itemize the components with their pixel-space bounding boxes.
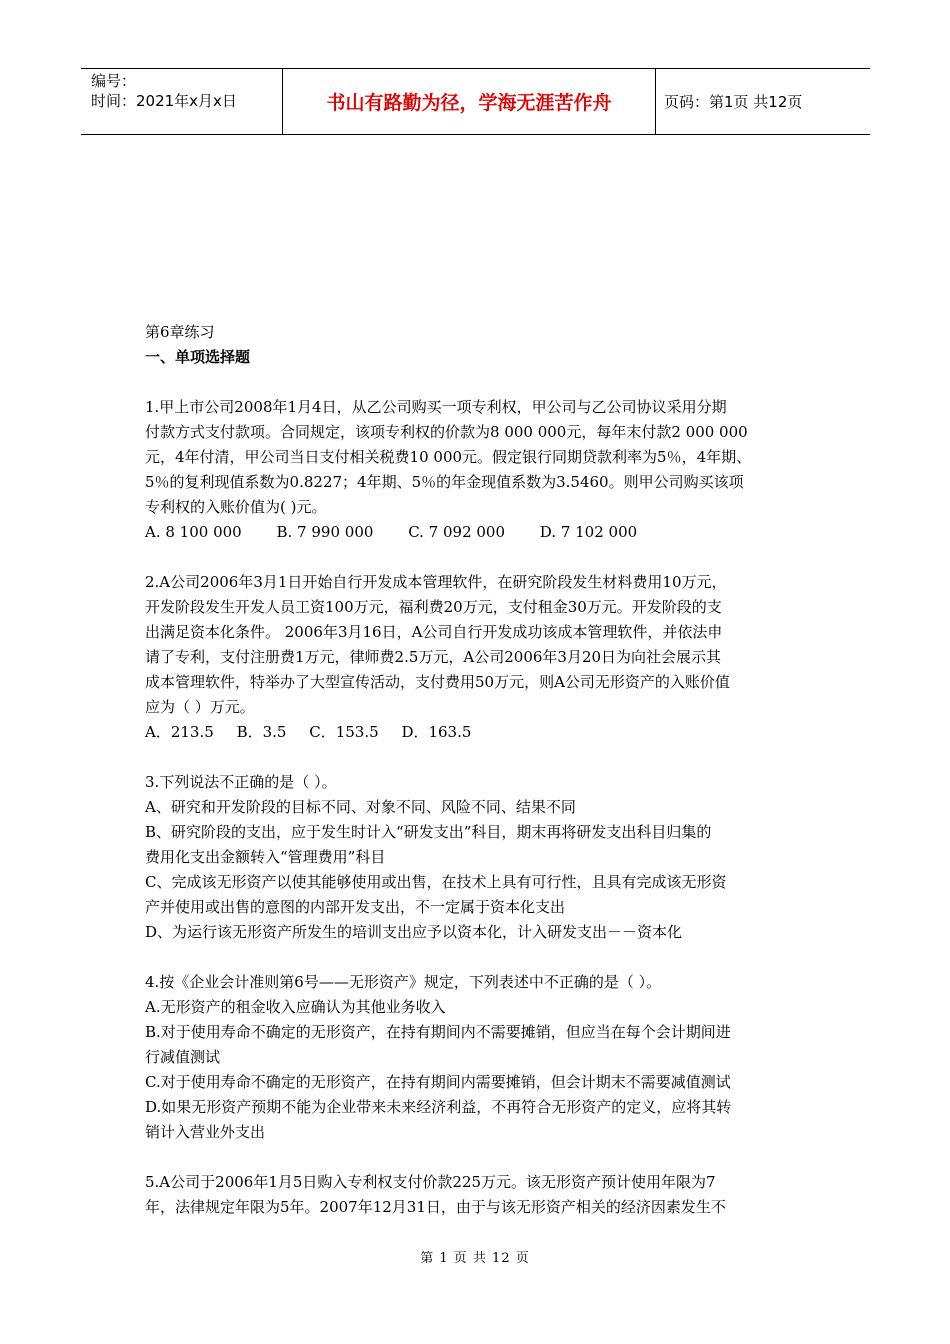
option-d: D．163.5 <box>401 723 472 741</box>
question-line: 出满足资本化条件。 2006年3月16日，A公司自行开发成功该成本管理软件，并依法申 <box>145 623 723 641</box>
document-body <box>145 320 815 1220</box>
question-line: 费用化支出金额转入“管理费用”科目 <box>145 848 386 866</box>
question-options <box>145 720 815 745</box>
question-line: 元，4年付清，甲公司当日支付相关税费10 000元。假定银行同期贷款利率为5％，4年期、 <box>145 448 752 466</box>
option-d: D. 7 102 000 <box>539 523 638 541</box>
option-b: B．3.5 <box>236 723 287 741</box>
question-line: C.对于使用寿命不确定的无形资产，在持有期间内需要摊销，但会计期末不需要减值测试 <box>145 1073 731 1091</box>
question-line: 请了专利，支付注册费1万元，律师费2.5万元，A公司2006年3月20日为向社会展示其 <box>145 648 722 666</box>
question-line: 5％的复利现值系数为0.8227；4年期、5％的年金现值系数为3.5460。则甲公司购买该项 <box>145 473 744 491</box>
date-text: 时间：2021年x月x日 <box>91 92 237 110</box>
question-line: D.如果无形资产预期不能为企业带来未来经济利益，不再符合无形资产的定义，应将其转 <box>145 1098 732 1116</box>
chapter-title: 第6章练习 <box>145 323 215 341</box>
page-footer: 第 1 页 共 12 页 <box>420 1251 530 1266</box>
question-line: 应为（ ）万元。 <box>145 698 255 716</box>
header-left-cell <box>81 69 282 134</box>
question-4 <box>145 970 815 1145</box>
question-line: 专利权的入账价值为( )元。 <box>145 498 327 516</box>
page-header <box>81 68 870 135</box>
question-line: 行减值测试 <box>145 1048 221 1066</box>
option-b: B. 7 990 000 <box>276 523 374 541</box>
question-line: A.无形资产的租金收入应确认为其他业务收入 <box>145 998 446 1016</box>
question-2 <box>145 570 815 745</box>
question-line: 成本管理软件，特举办了大型宣传活动，支付费用50万元，则A公司无形资产的入账价值 <box>145 673 730 691</box>
code-label: 编号： <box>91 72 137 90</box>
question-line: 年，法律规定年限为5年。2007年12月31日，由于与该无形资产相关的经济因素发生不 <box>145 1198 726 1216</box>
question-line: 开发阶段发生开发人员工资100万元，福利费20万元，支付租金30万元。开发阶段的支 <box>145 598 722 616</box>
question-line: 产并使用或出售的意图的内部开发支出，不一定属于资本化支出 <box>145 898 566 916</box>
header-motto: 书山有路勤为径，学海无涯苦作舟 <box>282 69 656 134</box>
option-a: A．213.5 <box>145 723 214 741</box>
option-c: C．153.5 <box>309 723 379 741</box>
question-line: 付款方式支付款项。合同规定，该项专利权的价款为8 000 000元，每年末付款2 000 000 <box>145 423 748 441</box>
question-5 <box>145 1170 815 1220</box>
question-line: 销计入营业外支出 <box>145 1123 266 1141</box>
section-title: 一、单项选择题 <box>145 348 251 366</box>
question-line: C、完成该无形资产以使其能够使用或出售，在技术上具有可行性，且具有完成该无形资 <box>145 873 727 891</box>
option-a: A. 8 100 000 <box>145 523 242 541</box>
question-1 <box>145 395 815 545</box>
question-line: B.对于使用寿命不确定的无形资产，在持有期间内不需要摊销，但应当在每个会计期间进 <box>145 1023 731 1041</box>
question-options <box>145 520 815 545</box>
question-line: B、研究阶段的支出，应于发生时计入“研发支出”科目，期末再将研发支出科目归集的 <box>145 823 712 841</box>
question-line: 1.甲上市公司2008年1月4日，从乙公司购买一项专利权，甲公司与乙公司协议采用分期 <box>145 398 727 416</box>
question-line: 3.下列说法不正确的是（ ）。 <box>145 773 337 791</box>
option-c: C. 7 092 000 <box>408 523 506 541</box>
question-line: A、研究和开发阶段的目标不同、对象不同、风险不同、结果不同 <box>145 798 576 816</box>
question-line: 4.按《企业会计准则第6号——无形资产》规定，下列表述中不正确的是（ ）。 <box>145 973 662 991</box>
question-3 <box>145 770 815 945</box>
header-page-info: 页码：第1页 共12页 <box>664 93 803 111</box>
question-line: D、为运行该无形资产所发生的培训支出应予以资本化，计入研发支出－－资本化 <box>145 923 683 941</box>
question-line: 2.A公司2006年3月1日开始自行开发成本管理软件，在研究阶段发生材料费用10万元， <box>145 573 727 591</box>
question-line: 5.A公司于2006年1月5日购入专利权支付价款225万元。该无形资产预计使用年限为7 <box>145 1173 716 1191</box>
